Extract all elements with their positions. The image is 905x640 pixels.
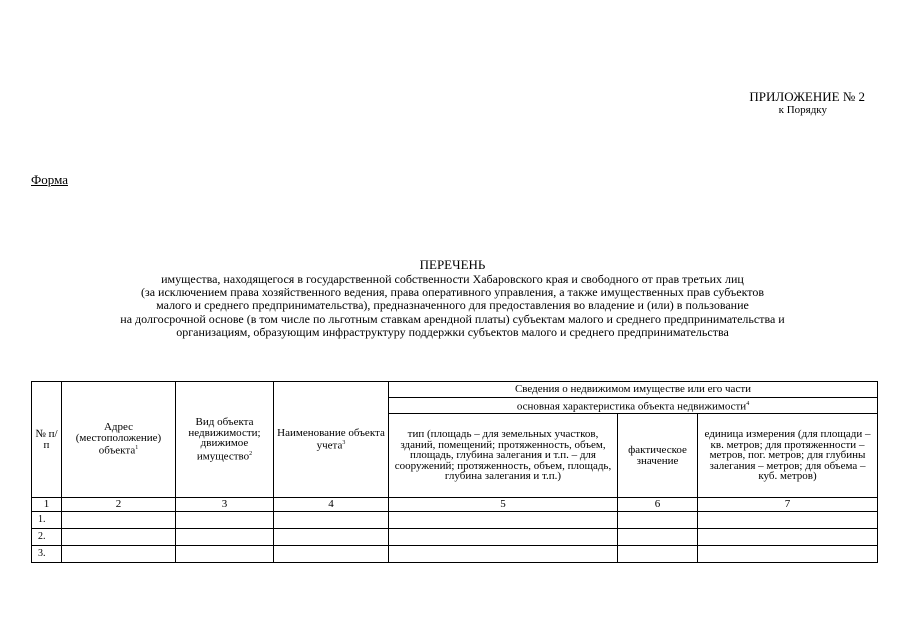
row-number: 2. bbox=[32, 529, 62, 546]
lead-line: имущества, находящегося в государственной собственности Хабаровского края и свободного от прав третьих лиц bbox=[161, 272, 744, 286]
column-number: 3 bbox=[176, 498, 274, 512]
header-kind: Вид объекта недвижимости; движимое имущество$^2$ bbox=[176, 382, 274, 498]
property-table bbox=[31, 381, 878, 563]
form-label: Форма bbox=[31, 172, 68, 187]
table-cell[interactable] bbox=[274, 512, 389, 529]
table-cell[interactable] bbox=[62, 529, 176, 546]
header-realty-group: Сведения о недвижимом имуществе или его части bbox=[389, 382, 878, 398]
header-main-characteristic: основная характеристика объекта недвижимости$^4$ bbox=[389, 398, 878, 414]
lead-line: малого и среднего предпринимательства), предназначенного для предоставления во владение и (или) в пользование bbox=[156, 298, 749, 313]
appendix-title: ПРИЛОЖЕНИЕ № 2 bbox=[749, 89, 865, 104]
table-row bbox=[32, 546, 878, 563]
column-number: 5 bbox=[389, 498, 618, 512]
table-row bbox=[32, 512, 878, 529]
table-row bbox=[32, 529, 878, 546]
lead-line: организациям, образующим инфраструктуру поддержки субъектов малого и среднего предпринимательства bbox=[176, 324, 729, 339]
row-number: 1. bbox=[32, 512, 62, 529]
document-title: ПЕРЕЧЕНЬ bbox=[419, 257, 486, 272]
table-cell[interactable] bbox=[274, 529, 389, 546]
header-actual-value: фактическое значение bbox=[618, 414, 698, 498]
table-cell[interactable] bbox=[176, 529, 274, 546]
table-cell[interactable] bbox=[62, 512, 176, 529]
document-lead bbox=[20, 273, 885, 339]
header-unit: единица измерения (для площади – кв. метров; для протяженности – метров, пог. метров; для глубины залегания – метров; для объема – куб. метров) bbox=[698, 414, 878, 498]
column-numbers-row bbox=[32, 498, 878, 512]
header-address: Адрес (местоположение) объекта$^1$ bbox=[62, 382, 176, 498]
table-cell[interactable] bbox=[698, 529, 878, 546]
table-cell[interactable] bbox=[618, 512, 698, 529]
table-cell[interactable] bbox=[176, 512, 274, 529]
table-cell[interactable] bbox=[389, 512, 618, 529]
lead-line: на долгосрочной основе (в том числе по льготным ставкам арендной платы) субъектам малого и среднего предпринимательства и bbox=[120, 311, 785, 326]
appendix-heading bbox=[665, 89, 865, 116]
table-cell[interactable] bbox=[62, 546, 176, 563]
appendix-subtitle: к Порядку bbox=[778, 104, 827, 116]
column-number: 6 bbox=[618, 498, 698, 512]
table-cell[interactable] bbox=[618, 529, 698, 546]
table-cell[interactable] bbox=[618, 546, 698, 563]
header-number: № п/п bbox=[32, 382, 62, 498]
column-number: 4 bbox=[274, 498, 389, 512]
table-cell[interactable] bbox=[389, 546, 618, 563]
lead-line: (за исключением права хозяйственного ведения, права оперативного управления, а также имущественных прав субъектов bbox=[140, 285, 765, 300]
table-cell[interactable] bbox=[698, 512, 878, 529]
column-number: 7 bbox=[698, 498, 878, 512]
table-cell[interactable] bbox=[274, 546, 389, 563]
table-cell[interactable] bbox=[698, 546, 878, 563]
header-name: Наименование объекта учета$^3$ bbox=[274, 382, 389, 498]
row-number: 3. bbox=[32, 546, 62, 563]
table-cell[interactable] bbox=[176, 546, 274, 563]
column-number: 1 bbox=[32, 498, 62, 512]
header-type: тип (площадь – для земельных участков, зданий, помещений; протяженность, объем, площадь, глубина залегания и т.п. – для сооружений; протяженность, объем, площадь, глубина залегания и т.п.) bbox=[389, 414, 618, 498]
table-cell[interactable] bbox=[389, 529, 618, 546]
column-number: 2 bbox=[62, 498, 176, 512]
